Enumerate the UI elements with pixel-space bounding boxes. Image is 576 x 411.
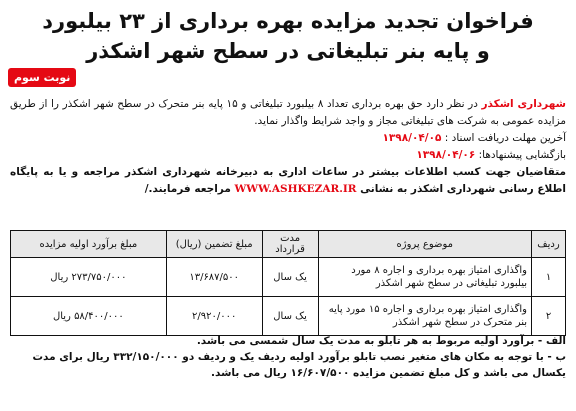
opening-label: بازگشایی پیشنهادها: — [478, 149, 566, 161]
header-subject: موضوع پروژه — [318, 231, 531, 258]
note-b: ب - با توجه به مکان های متغیر نصب تابلو برآورد اولیه ردیف یک و ردیف دو ۳۳۲/۱۵۰/۰۰۰ ریال برای مدت یکسال می باشد و کل مبلغ تضمین مزایده ۱۶/۶۰۷/۵۰۰ ریال می باشد. — [32, 351, 566, 379]
row-estimate: ۲۷۳/۷۵۰/۰۰۰ ریال — [11, 258, 167, 297]
header-row-number: ردیف — [532, 231, 566, 258]
title-line-1: فراخوان تجدید مزایده بهره برداری از ۲۳ بیلبورد — [42, 9, 534, 33]
row-duration: یک سال — [262, 297, 318, 336]
intro-paragraph — [10, 96, 566, 130]
announcement-body — [10, 96, 566, 198]
row-subject: واگذاری امتیاز بهره برداری و اجاره ۱۵ مورد پایه بنر متحرک در سطح شهر اشکذر — [318, 297, 531, 336]
row-subject: واگذاری امتیاز بهره برداری و اجاره ۸ مورد بیلبورد تبلیغاتی در سطح شهر اشکذر — [318, 258, 531, 297]
tender-table — [10, 230, 566, 336]
opening-value: ۱۳۹۸/۰۴/۰۶ — [416, 149, 476, 161]
contact-text: متقاضیان جهت کسب اطلاعات بیشتر در ساعات اداری به دبیرخانه شهرداری اشکذر مراجعه و یا به پایگاه اطلاع رسانی شهرداری اشکذر به نشانی — [10, 166, 566, 195]
deadline-line — [10, 130, 566, 147]
note-a: الف - برآورد اولیه مربوط به هر تابلو به مدت یک سال شمسی می باشد. — [196, 335, 566, 347]
table-header-row — [11, 231, 566, 258]
table-row — [11, 297, 566, 336]
header-estimate: مبلغ برآورد اولیه مزایده — [11, 231, 167, 258]
header-guarantee: مبلغ تضمین (ریال) — [166, 231, 262, 258]
deadline-value: ۱۳۹۸/۰۴/۰۵ — [382, 132, 442, 144]
row-duration: یک سال — [262, 258, 318, 297]
row-guarantee: ۲/۹۲۰/۰۰۰ — [166, 297, 262, 336]
opening-line — [10, 147, 566, 164]
org-name: شهرداری اشکذر — [481, 98, 566, 110]
row-number: ۱ — [532, 258, 566, 297]
notes-section — [10, 333, 566, 381]
website-link[interactable]: WWW.ASHKEZAR.IR — [234, 183, 357, 195]
deadline-label: آخرین مهلت دریافت اسناد : — [444, 132, 566, 144]
intro-text: در نظر دارد حق بهره برداری تعداد ۸ بیلبورد تبلیغاتی و ۱۵ پایه بنر متحرک در سطح شهر اشکذر را از طریق مزایده عمومی به شرکت های تبلیغاتی مجاز و واجد شرایط واگذار نماید. — [10, 98, 566, 127]
contact-paragraph — [10, 164, 566, 198]
title-line-2: و پایه بنر تبلیغاتی در سطح شهر اشکذر — [86, 39, 490, 63]
row-guarantee: ۱۳/۶۸۷/۵۰۰ — [166, 258, 262, 297]
header-duration: مدت قرارداد — [262, 231, 318, 258]
round-badge: نوبت سوم — [8, 68, 76, 87]
contact-tail: مراجعه فرمایند./ — [144, 183, 231, 195]
row-estimate: ۵۸/۴۰۰/۰۰۰ ریال — [11, 297, 167, 336]
row-number: ۲ — [532, 297, 566, 336]
table-row — [11, 258, 566, 297]
page-title — [8, 6, 568, 66]
